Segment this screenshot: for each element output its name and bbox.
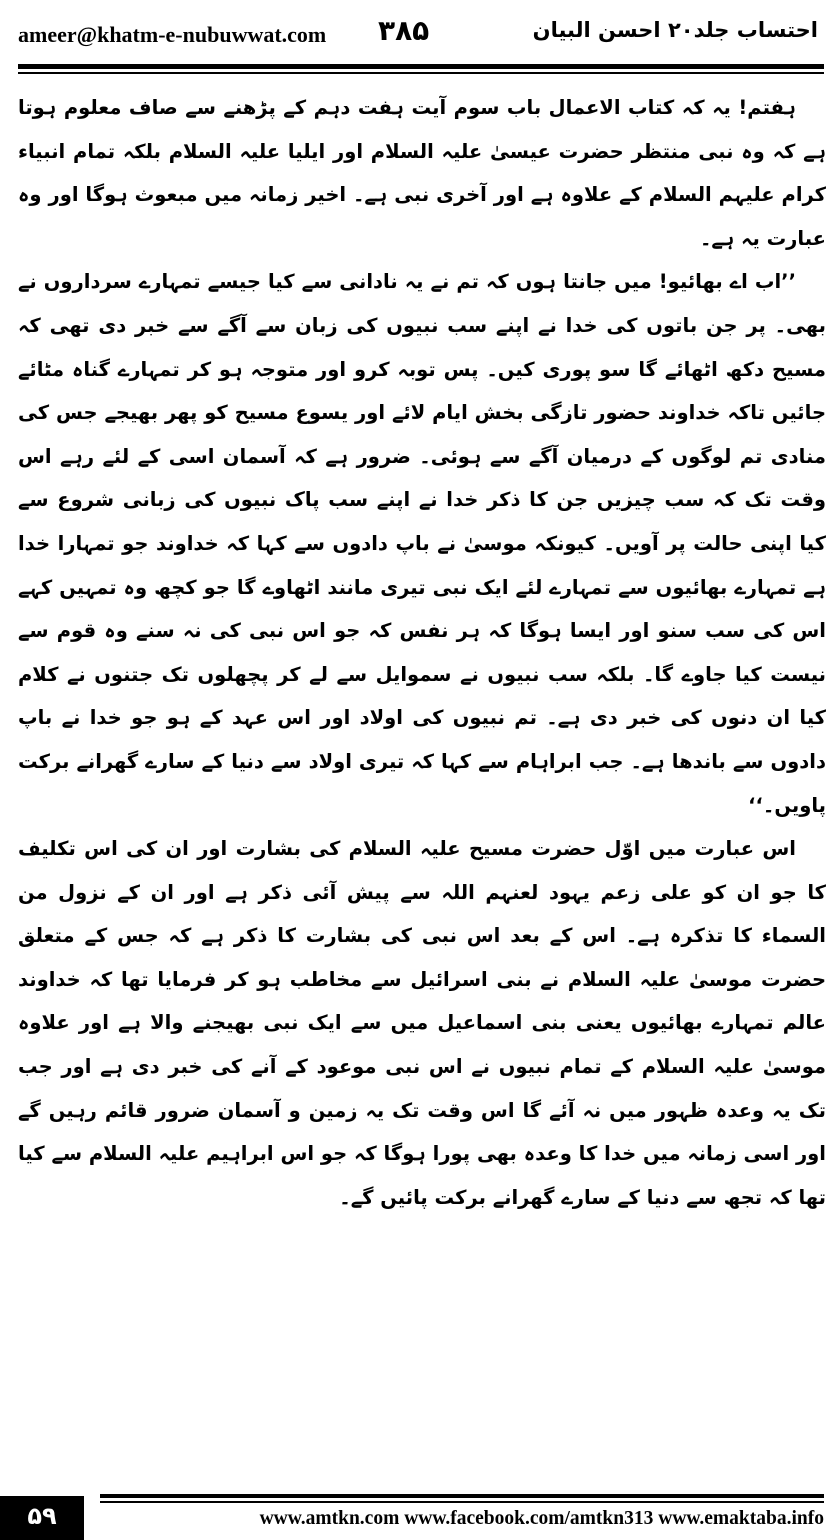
paragraph-quote: ’’اب اے بھائیو! میں جانتا ہوں کہ تم نے یہ نادانی سے کیا جیسے تمہارے سرداروں نے بھی۔ پر جن باتوں کی خدا نے اپنے سب نبیوں کی زبان سے آگے سے خبر دی تھی کہ مسیح دکھ اٹھائے گا سو پوری کیں۔ پس توبہ کرو اور متوجہ ہو کر تمہارے گناہ مٹائے جائیں تاکہ خداوند حضور تازگی بخش ایام لائے اور یسوع مسیح کو پھر بھیجے جس کی منادی تم لوگوں کے درمیان آگے سے ہوئی۔ ضرور ہے کہ آسمان اسی کے لئے رہے اس وقت تک کہ سب چیزیں جن کا ذکر خدا نے اپنے سب پاک نبیوں کی زبانی شروع سے کیا اپنی حالت پر آویں۔ کیونکہ موسیٰ نے باپ دادوں سے کہا کہ خداوند جو تمہارا خدا ہے تمہارے بھائیوں سے تمہارے لئے ایک نبی تیری مانند اٹھاوے گا جو کچھ وہ تمہیں کہے اس کی سب سنو اور ایسا ہوگا کہ ہر نفس کہ جو اس نبی کی نہ سنے وہ قوم سے نیست کیا جاوے گا۔ بلکہ سب نبیوں نے سموایل سے لے کر پچھلوں تک جتنوں نے کلام کیا ان دنوں کی خبر دی ہے۔ تم نبیوں کی اولاد اور اس عہد کے ہو جو خدا نے باپ دادوں سے باندھا ہے۔ جب ابراہام سے کہا کہ تیری اولاد سے دنیا کے سارے گھرانے برکت پاویں۔‘‘ xyxy=(18,270,826,817)
footer-rule-thin xyxy=(100,1501,824,1503)
page-header xyxy=(0,0,840,64)
page-body xyxy=(18,86,826,1219)
paragraph-3: اس عبارت میں اوّل حضرت مسیح علیہ السلام کی بشارت اور ان کی اس تکلیف کا جو ان کو علی زعم یہود لعنہم اللہ سے پیش آئی ذکر ہے اور ان کے نزول من السماء کا تذکرہ ہے۔ اس کے بعد اس نبی کی بشارت کا ذکر ہے کہ جس کے متعلق حضرت موسیٰ علیہ السلام نے بنی اسرائیل سے مخاطب ہو کر فرمایا تھا کہ خداوند عالم تمہارے بھائیوں یعنی بنی اسماعیل میں سے ایک نبی بھیجنے والا ہے اور علاوہ موسیٰ علیہ السلام کے تمام نبیوں نے اس نبی موعود کے آنے کی خبر دی ہے اور جب تک یہ وعدہ ظہور میں نہ آئے گا اس وقت تک یہ زمین و آسمان ضرور قائم رہیں گے اور اسی زمانہ میں خدا کا وعدہ بھی پورا ہوگا کہ جو اس ابراہیم علیہ السلام سے کیا تھا کہ تجھ سے دنیا کے سارے گھرانے برکت پائیں گے۔ xyxy=(18,837,826,1209)
header-email: ameer@khatm-e-nubuwwat.com xyxy=(18,22,327,47)
header-rule-thin xyxy=(18,72,824,74)
footer-rule-thick xyxy=(100,1494,824,1498)
footer-urls: www.amtkn.com www.facebook.com/amtkn313 www.emaktaba.info xyxy=(259,1508,824,1529)
footer-page-badge: ۵۹ xyxy=(0,1496,84,1540)
header-rule-thick xyxy=(18,64,824,69)
paragraph-1: ہفتم! یہ کہ کتاب الاعمال باب سوم آیت ہفت دہم کے پڑھنے سے صاف معلوم ہوتا ہے کہ وہ نبی منتظر حضرت عیسیٰ علیہ السلام اور ایلیا علیہ السلام بلکہ تمام انبیاء کرام علیہم السلام کے علاوہ ہے اور آخری نبی ہے۔ اخیر زمانہ میں مبعوث ہوگا اور وہ عبارت یہ ہے۔ xyxy=(18,96,826,250)
header-page-number: ۳۸۵ xyxy=(378,14,430,47)
header-book-title: احتساب جلد۲۰ احسن البیان xyxy=(532,18,818,42)
